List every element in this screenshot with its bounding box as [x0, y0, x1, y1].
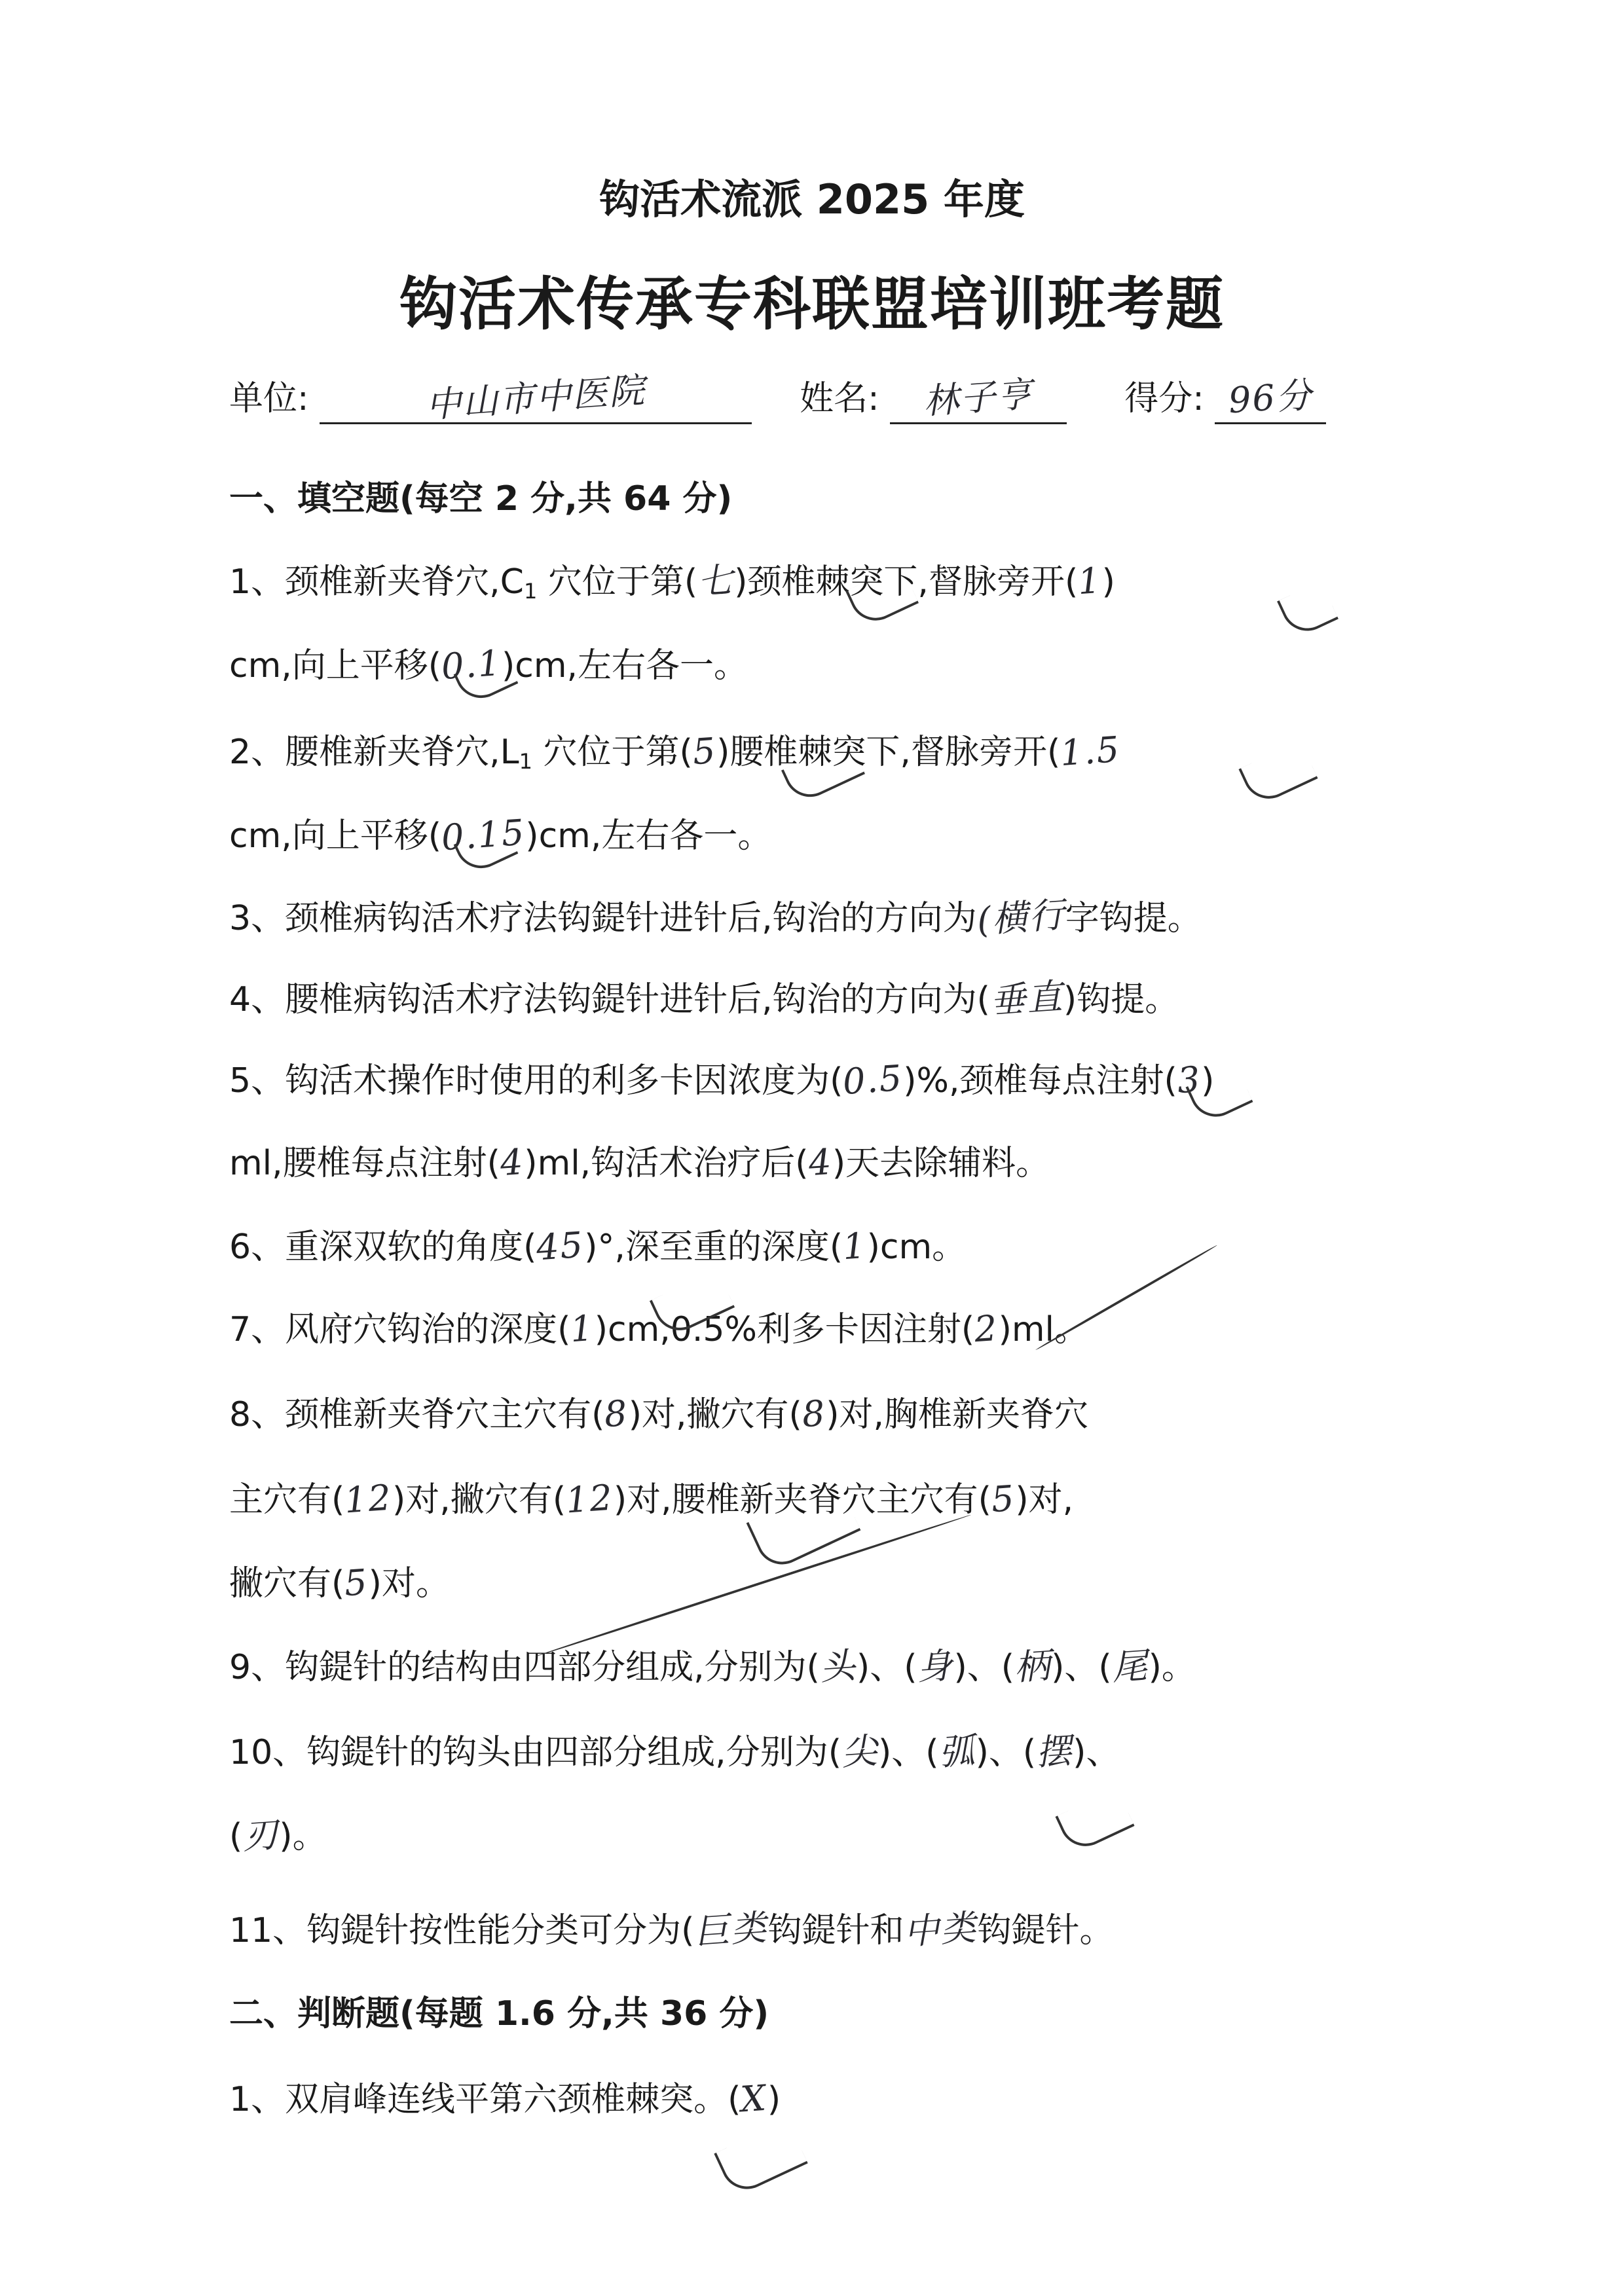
q2-answer-2: 1.5: [1059, 728, 1122, 774]
q5-answer-1: 0.5: [841, 1057, 905, 1103]
q8-answer-6: 5: [343, 1561, 370, 1605]
unit-field: [320, 369, 752, 426]
grader-tick-mark: [1277, 581, 1338, 639]
q8-answer-5: 5: [989, 1477, 1017, 1521]
name-field: [890, 374, 1067, 424]
q1-line1: 1、颈椎新夹脊穴$,C_1$ 穴位于第(七)颈椎棘突下,督脉旁开(1): [229, 558, 1115, 605]
unit-label: 单位:: [229, 379, 309, 418]
q10-answer-1: 尖: [840, 1730, 880, 1774]
q3-line: 3、颈椎病钩活术疗法钩鍉针进针后,钩治的方向为(横行字钩提。: [229, 894, 1202, 941]
q1-answer-3: 0.1: [439, 642, 504, 688]
q8-answer-3: 12: [343, 1476, 394, 1522]
q8-answer-1: 8: [603, 1392, 630, 1436]
q10-line1: 10、钩鍉针的钩头由四部分组成,分别为(尖)、(弧)、(摆)、: [229, 1728, 1120, 1776]
q11-answer-1: 巨类: [693, 1906, 769, 1953]
q8-answer-2: 8: [800, 1392, 828, 1436]
section2-heading: 二、判断题(每题 1.6 分,共 36 分): [229, 1994, 769, 2033]
q2-answer-3: 0.15: [439, 811, 527, 859]
q9-answer-4: 尾: [1110, 1645, 1150, 1688]
q2-line1: 2、腰椎新夹脊穴$,L_1$ 穴位于第(5)腰椎棘突下,督脉旁开(1.5: [229, 728, 1120, 775]
exam-subtitle: 钩活术流派 2025 年度: [599, 175, 1025, 223]
q9-answer-3: 柄: [1012, 1645, 1053, 1688]
q5-answer-2: 3: [1175, 1058, 1203, 1102]
q10-answer-4: 刃: [241, 1813, 281, 1857]
q7-line: 7、风府穴钩治的深度(1)cm,0.5%利多卡因注射(2)ml。: [229, 1305, 1088, 1353]
grader-tick-mark: [1055, 1788, 1134, 1855]
q5-answer-3: 4: [498, 1140, 526, 1184]
grader-check-stroke: [1035, 1244, 1217, 1351]
q6-answer-1: 45: [535, 1224, 586, 1269]
name-label: 姓名:: [800, 379, 879, 418]
q10-answer-2: 弧: [937, 1730, 977, 1774]
q4-answer-1: 垂直: [988, 975, 1065, 1022]
q8-line3: 撇穴有(5)对。: [229, 1559, 450, 1607]
q9-line: 9、钩鍉针的结构由四部分组成,分别为(头)、(身)、(柄)、(尾)。: [229, 1643, 1196, 1690]
section1-heading: 一、填空题(每空 2 分,共 64 分): [229, 479, 733, 519]
q5-answer-4: 4: [807, 1140, 834, 1184]
q11-line: 11、钩鍉针按性能分类可分为(巨类钩鍉针和中类钩鍉针。: [229, 1906, 1114, 1954]
q5-line2: ml,腰椎每点注射(4)ml,钩活术治疗后(4)天去除辅料。: [229, 1139, 1050, 1186]
q2-answer-1: 5: [691, 729, 718, 773]
score-label: 得分:: [1124, 379, 1204, 418]
q6-line: 6、重深双软的角度(45)°,深至重的深度(1)cm。: [229, 1223, 966, 1270]
q5-line1: 5、钩活术操作时使用的利多卡因浓度为(0.5)%,颈椎每点注射(3): [229, 1057, 1214, 1104]
unit-value: 中山市中医院: [424, 369, 647, 426]
judge-q1-line: 1、双肩峰连线平第六颈椎棘突。(X): [229, 2075, 781, 2123]
q7-answer-2: 2: [973, 1307, 1000, 1351]
q7-answer-1: 1: [569, 1307, 596, 1351]
q9-answer-2: 身: [915, 1645, 955, 1688]
score-value: 96分: [1227, 374, 1314, 422]
score-field: [1215, 374, 1326, 424]
judge-q1-answer: X: [739, 2077, 769, 2121]
q6-answer-2: 1: [841, 1224, 868, 1268]
q9-answer-1: 头: [818, 1645, 858, 1688]
q8-answer-4: 12: [564, 1476, 615, 1522]
grader-tick-mark: [714, 2119, 808, 2197]
grader-tick-mark: [1238, 740, 1318, 807]
q1-answer-2: 1: [1077, 559, 1103, 603]
q1-line2: cm,向上平移(0.1)cm,左右各一。: [229, 642, 748, 689]
exam-header-fields: [229, 369, 1326, 426]
q2-line2: cm,向上平移(0.15)cm,左右各一。: [229, 812, 771, 859]
name-value: 林子亨: [922, 373, 1035, 422]
q10-line2: (刃)。: [229, 1812, 327, 1859]
exam-title: 钩活术传承专科联盟培训班考题: [399, 270, 1225, 338]
q3-answer-1: (横行: [975, 894, 1067, 941]
q4-line: 4、腰椎病钩活术疗法钩鍉针进针后,钩治的方向为(垂直)钩提。: [229, 975, 1179, 1023]
q8-line1: 8、颈椎新夹脊穴主穴有(8)对,撇穴有(8)对,胸椎新夹脊穴: [229, 1391, 1088, 1438]
q8-line2: 主穴有(12)对,撇穴有(12)对,腰椎新夹脊穴主穴有(5)对,: [229, 1476, 1073, 1523]
q11-answer-2: 中类: [902, 1906, 979, 1953]
q10-answer-3: 摆: [1034, 1730, 1075, 1774]
q1-answer-1: 七: [695, 559, 736, 603]
